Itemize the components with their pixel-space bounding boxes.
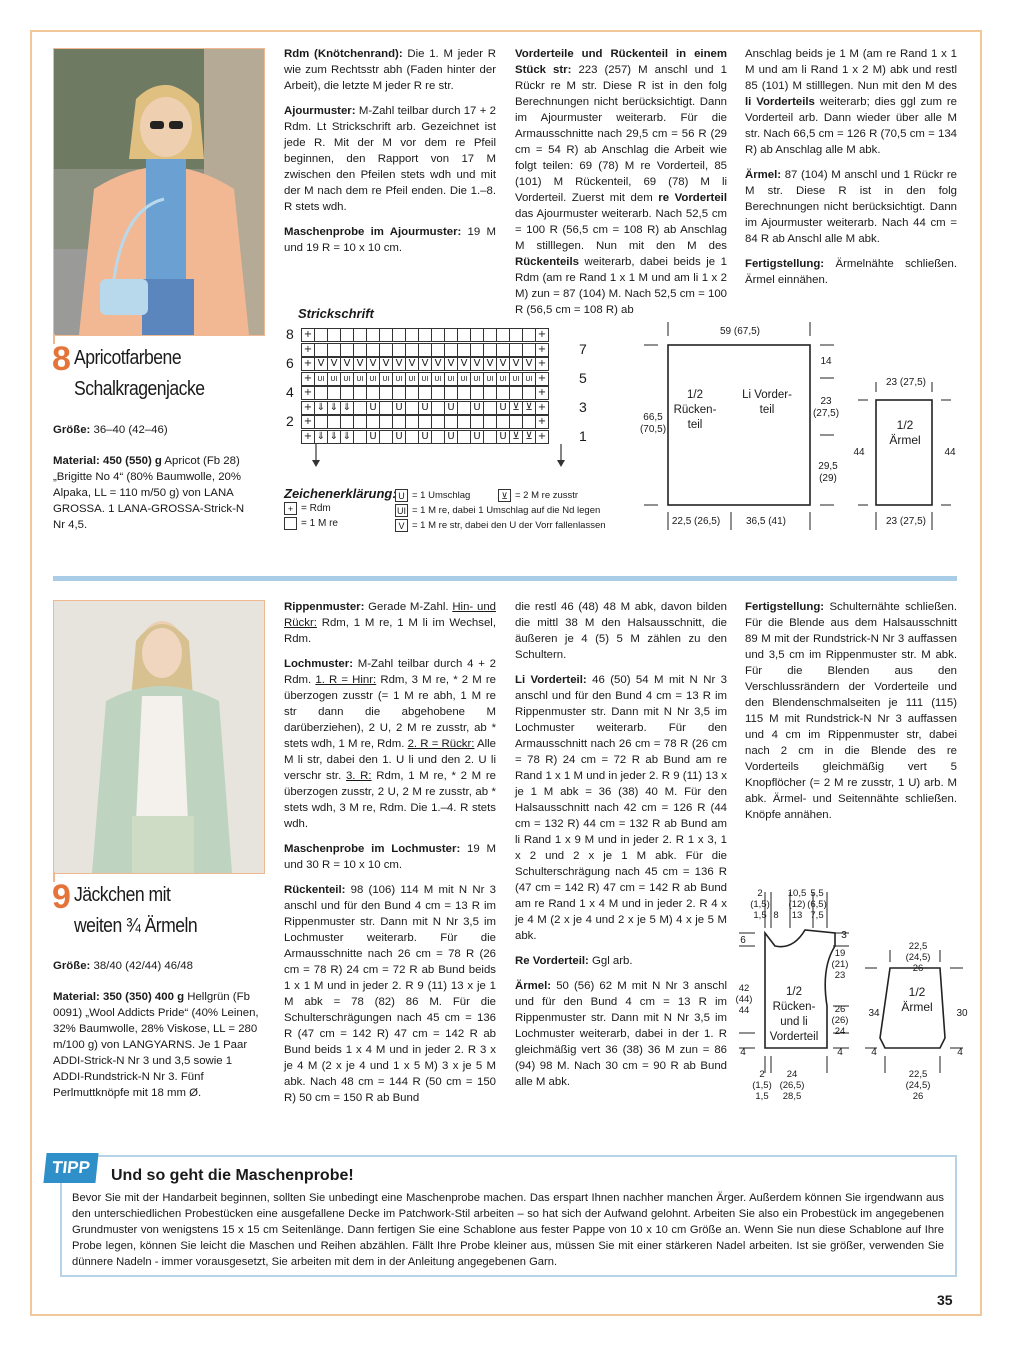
chart-cell <box>483 328 497 342</box>
schem8-h14: 14 <box>820 356 832 367</box>
chart-cell <box>366 328 380 342</box>
finishing-label: Fertigstellung: <box>745 258 825 270</box>
tip-heading: Und so geht die Maschenprobe! <box>111 1167 354 1184</box>
chart-cell: V <box>366 357 380 371</box>
body-bold-d: Rückenteils <box>515 256 579 268</box>
chart-legend-3 <box>498 488 578 503</box>
gauge-label: Maschenprobe im Ajourmuster: <box>284 226 462 238</box>
chart-cell <box>418 343 432 357</box>
back-label: Rückenteil: <box>284 884 346 896</box>
chart-cell: + <box>301 343 315 357</box>
chart-cell: V <box>392 357 406 371</box>
chart-cell <box>431 415 445 429</box>
chart-cell <box>522 386 536 400</box>
chart-cell: V <box>353 357 367 371</box>
chart-cell: + <box>535 415 549 429</box>
chart-cell: V <box>444 357 458 371</box>
material-text: Apricot (Fb 28) „Brigitte No 4“ (80% Baumwolle, 20% Alpaka, LL = 110 m/50 g) von LANA GROSSA. 1 LANA-GROSSA-Strick-N Nr 4,5. <box>53 455 245 531</box>
pattern-8-title-line2: Schalkragenjacke <box>74 378 205 400</box>
lace-text-b: Rdm, 3 M re, * 2 M re überzogen zusstr (= 1 M re abh, 1 M re str dann die abgehobene M darüberziehen), 2 U, 2 M re zusstr, ab * stets wdh, 1 M re, Rdm. <box>284 674 496 750</box>
body-bold-b: re Vorderteil <box>658 192 727 204</box>
chart-cell <box>483 343 497 357</box>
rdm-text: Die 1. M jeder R wie zum Rechtsstr abh (Faden hinter der Arbeit), die letzte M jeder R re str. <box>284 48 496 92</box>
chart-cell <box>392 415 406 429</box>
chart-cell: U <box>392 401 406 415</box>
chart-cell <box>379 343 393 357</box>
photo-woman-green-cardigan <box>54 601 264 873</box>
chart-cell: + <box>301 357 315 371</box>
knit-yo-symbol: UI <box>397 505 406 516</box>
chart-cell <box>483 415 497 429</box>
chart-cell <box>405 386 419 400</box>
schem9-sleeve-top: 22,5 (24,5) 26 <box>905 941 931 974</box>
lace-row3: 3. R: <box>345 770 372 782</box>
chart-cell <box>353 386 367 400</box>
schem8-sleeve-top: 23 (27,5) <box>885 377 927 388</box>
chart-cell <box>444 386 458 400</box>
chart-cell <box>431 386 445 400</box>
legend-knit: = 1 M re <box>301 518 338 529</box>
row-label-6: 6 <box>286 355 294 371</box>
size-value-9: 38/40 (42/44) 46/48 <box>90 960 193 972</box>
chart-cell <box>470 415 484 429</box>
chart-cell <box>483 386 497 400</box>
chart-cell <box>327 415 341 429</box>
chart-cell <box>379 401 393 415</box>
chart-cell: UI <box>496 372 510 386</box>
schem9-t3: 10,5 (12) 13 <box>787 888 807 921</box>
pattern-9-column-4 <box>745 599 957 832</box>
chart-cell: U <box>444 401 458 415</box>
chart-cell <box>392 386 406 400</box>
chart-cell: + <box>535 328 549 342</box>
chart-cell: ⊻ <box>522 430 536 444</box>
schem8-sleeve-h-left: 44 <box>853 447 865 458</box>
size-value: 36–40 (42–46) <box>90 424 168 436</box>
pattern-9-number: 9 <box>52 878 71 916</box>
schem9-sleeve-left: 34 <box>868 1008 880 1019</box>
chart-cell: UI <box>457 372 471 386</box>
chart-cell: U <box>418 430 432 444</box>
chart-cell: UI <box>522 372 536 386</box>
chart-cell: U <box>444 430 458 444</box>
chart-cell: UI <box>353 372 367 386</box>
chart-cell <box>366 415 380 429</box>
schem9-t4: 5,5 (6,5) 7,5 <box>807 888 827 921</box>
chart-cell: UI <box>366 372 380 386</box>
chart-cell: U <box>392 430 406 444</box>
tip-text: Bevor Sie mit der Handarbeit beginnen, sollten Sie unbedingt eine Maschenprobe machen. Das erspart Ihnen nachher manchen Ärger. Außerdem können Sie irgendwann aus den unterschiedlichen Probestücken eine ausgefallene Decke im Patchwork-Stil arbeiten – so hat sich der Aufwand gelohnt. Arbeiten Sie also ein Probestück im angegebenen Grundmuster von wenigstens 15 x 15 cm Seitenlänge. Dann fertigen Sie eine Schablone aus fester Pappe von 10 x 10 cm Größe an. Wenn Sie nun diese Schablone auf Ihre Probe legen, können Sie leicht die Maschen und Reihen abzählen. Fällt Ihre Probe kleiner aus, müssen Sie mit einer stärkeren Nadel arbeiten. Ist sie größer, verwenden Sie dünnere Nadeln - immer vorausgesetzt, Sie arbeiten mit dem in der Anleitung angegebenen Garn. <box>72 1192 944 1268</box>
schem9-six: 6 <box>740 935 746 946</box>
gauge-text-9: 19 M und 30 R = 10 x 10 cm. <box>284 843 496 871</box>
k2tog-symbol: ⊻ <box>498 489 511 502</box>
chart-cell: U <box>496 401 510 415</box>
chart-row <box>301 343 548 357</box>
rib-text-b: Rdm, 1 M re, 1 M li im Wechsel, Rdm. <box>284 617 496 645</box>
chart-row <box>301 328 548 342</box>
section-divider <box>53 576 957 581</box>
chart-cell <box>457 343 471 357</box>
chart-cell: + <box>301 328 315 342</box>
pattern-9-title-line1: Jäckchen mit <box>74 884 171 906</box>
row-label-2: 2 <box>286 413 294 429</box>
chart-cell: + <box>535 401 549 415</box>
schem9-t1: 2 (1,5) 1,5 <box>750 888 770 921</box>
schem9-sleeve-four-r: 4 <box>957 1047 963 1058</box>
chart-cell: V <box>470 357 484 371</box>
left-front-label: Li Vorderteil: <box>515 674 587 686</box>
pattern-9-column-3 <box>515 599 727 1099</box>
gauge-text: 19 M und 19 R = 10 x 10 cm. <box>284 226 496 254</box>
photo-pattern-9 <box>53 600 265 874</box>
chart-cell <box>496 415 510 429</box>
material-label-9: Material: 350 (350) 400 g <box>53 991 185 1003</box>
chart-cell: ⇓ <box>340 401 354 415</box>
chart-cell <box>327 386 341 400</box>
chart-cell: + <box>301 372 315 386</box>
legend-title: Zeichenerklärung: <box>284 486 397 501</box>
chart-cell: UI <box>379 372 393 386</box>
chart-cell: + <box>535 386 549 400</box>
chart-cell: UI <box>483 372 497 386</box>
chart-cell <box>327 328 341 342</box>
chart-cell: + <box>535 430 549 444</box>
chart-cell <box>327 343 341 357</box>
chart-cell <box>379 386 393 400</box>
chart-cell: V <box>496 357 510 371</box>
yarnover-symbol: U <box>395 489 408 502</box>
left-front-text: 46 (50) 54 M mit N Nr 3 anschl und für den Bund 4 cm = 13 R im Rippenmuster str. Dann mit N Nr 3,5 im Lochmuster weiterarb. Für den Armausschnitt nach 26 cm = 78 R (26 cm = 78 R) 24 cm = 72 R ab Bund am re Rand 1 x 1 M und in jeder 2. R 9 (11) 13 x je 1 M abk = 36 (38) 40 M. Für den Halsausschnitt nach 42 cm = 126 R (44 cm = 132 R) 44 cm = 132 R ab Bund am li Rand 1 x 9 M und in jeder 2. R 1 x 3, 1 x 2 und 2 x je 1 M abk. Für die Schulterschrägung nach 45 cm = 136 R (47 cm = 142 R) 47 cm = 142 R ab Bund am re Rand 1 x 4 M und in jeder 2. R 4 x je 4 M (2 x je 4 und 2 x je 5 M) 4 x je 5 M abk. <box>515 674 728 942</box>
chart-cell <box>457 401 471 415</box>
col4-text-a: Anschlag beids je 1 M (am re Rand 1 x 1 M und am li Rand 1 x 2 M) abk und restl 85 (101) M stilllegen. Nun mit den M des <box>745 48 957 92</box>
chart-cell: + <box>301 415 315 429</box>
pattern-8-column-2 <box>284 46 496 265</box>
size-label-9: Größe: <box>53 960 91 972</box>
chart-cell: ⇓ <box>314 401 328 415</box>
sleeve-text: 87 (104) M anschl und 1 Rückr re M str. Diese R ist in den folg Berechnungen nicht berücksichtigt. Dann im Ajourmuster weiterarb. Nach 44 cm = 84 R ab Anschl alle M abk. <box>745 169 957 245</box>
chart-cell <box>405 343 419 357</box>
chart-row <box>301 372 548 386</box>
chart-cell: V <box>418 357 432 371</box>
chart-cell <box>379 328 393 342</box>
chart-cell: UI <box>405 372 419 386</box>
chart-row <box>301 357 548 371</box>
sleeve-text-9: 50 (56) 62 M mit N Nr 3 anschl und für den Bund 4 cm = 13 R im Rippenmuster str. Dann mit N Nr 3,5 im Lochmuster weiterarb, dabei in der 1. R gleichmäßig vert 36 (38) 36 M zun = 86 (94) 98 M. Nach 30 cm = 90 R ab Bund alle M abk. <box>515 980 727 1088</box>
legend-knit-yo: = 1 M re, dabei 1 Umschlag auf die Nd legen <box>412 505 601 516</box>
schem9-sleeve-label: 1/2 Ärmel <box>901 985 933 1014</box>
chart-cell <box>353 401 367 415</box>
row-label-8: 8 <box>286 326 294 342</box>
chart-cell <box>444 415 458 429</box>
pattern-9-column-2 <box>284 599 496 1115</box>
right-front-text: Ggl arb. <box>588 955 633 967</box>
schem9-sleeve-right: 30 <box>956 1008 968 1019</box>
rib-label: Rippenmuster: <box>284 601 365 613</box>
chart-cell <box>392 343 406 357</box>
finishing-text-9: Schulternähte schließen. Für die Blende aus dem Halsausschnitt 89 M mit der Rundstrick-N Nr 3 auffassen und 3,5 cm im Rippenmuster str. M abk. Für die Blenden aus den Verschlussrändern der Vorderteile und den Blendenschmalseiten je 111 (115) 115 M mit Rundstrick-N Nr 3 auffassen und 4 cm im Rippenmuster str, dabei nach 2 cm in die Blende des re Vorderteils gleichmäßig vert 5 Knopflöcher (= 2 M re zusstr, 1 U) arb. M abk. Ärmel- und Seitennähte schließen. Knöpfe annähen. <box>745 601 957 821</box>
chart-cell: UI <box>431 372 445 386</box>
row-label-3: 3 <box>579 399 587 415</box>
chart-cell: UI <box>444 372 458 386</box>
pattern-9-title-line2: weiten ¾ Ärmeln <box>74 915 198 937</box>
finishing-text: Ärmelnähte schließen. Ärmel einnähen. <box>745 258 957 286</box>
chart-cell: V <box>457 357 471 371</box>
chart-cell <box>496 386 510 400</box>
row-label-7: 7 <box>579 341 587 357</box>
chart-cell <box>470 328 484 342</box>
chart-cell: UI <box>509 372 523 386</box>
chart-cell <box>353 415 367 429</box>
col4-text-c: weiterarb; dies ggl zum re Vorderteil arb. Dann wieder über alle M str. Nach 66,5 cm = 126 R (70,5 cm = 134 R) ab Anschlag alle M abk. <box>745 96 957 156</box>
chart-cell: ⇓ <box>327 430 341 444</box>
chart-cell: U <box>470 430 484 444</box>
chart-cell <box>353 328 367 342</box>
lace-label: Lochmuster: <box>284 658 353 670</box>
schem9-b2: 24 (26,5) 28,5 <box>779 1069 805 1102</box>
chart-cell <box>379 415 393 429</box>
legend-yarnover: = 1 Umschlag <box>412 490 471 501</box>
lace-row2: 2. R = Rückr: <box>407 738 475 750</box>
chart-cell: V <box>431 357 445 371</box>
lace-text-a: M-Zahl teilbar durch 4 + 2 Rdm. <box>284 658 496 686</box>
pattern-8-column-4 <box>745 46 957 297</box>
lace-text-c: Alle M li str, dabei den 1. U li und den 2. U li verschr str. <box>284 738 497 782</box>
chart-cell: U <box>418 401 432 415</box>
chart-cell: V <box>405 357 419 371</box>
schem9-b1: 2 (1,5) 1,5 <box>752 1069 772 1102</box>
rdm-label: Rdm (Knötchenrand): <box>284 48 403 60</box>
chart-cell <box>509 328 523 342</box>
schem9-body: 1/2 Rücken- und li Vorderteil <box>769 986 819 1043</box>
chart-row <box>301 386 548 400</box>
schem9-t2: 8 <box>773 910 779 921</box>
chart-cell <box>431 401 445 415</box>
chart-cell <box>405 328 419 342</box>
chart-cell <box>340 415 354 429</box>
chart-cell <box>366 386 380 400</box>
schem8-bottom-right: 36,5 (41) <box>745 516 787 527</box>
lace-text-d: Rdm, 1 M re, * 2 M re überzogen zusstr, 2 U, 2 M re zusstr, ab * stets wdh, 3 M re, Rdm. Die 1.–4. R stets wdh. <box>284 770 496 830</box>
schem8-sleeve-label: 1/2 Ärmel <box>889 418 921 447</box>
chart-cell <box>405 401 419 415</box>
body-text-e: weiterarb, dabei beids je 1 Rdm (am re Rand 1 x 1 M und am li 1 x 2 M) zun = 87 (104) M. Nach 52,5 cm = 100 R (56,5 cm = 108 R) ab <box>515 256 727 316</box>
chart-cell: ⊻ <box>509 401 523 415</box>
pattern-8-column-3 <box>515 46 727 327</box>
chart-cell: UI <box>327 372 341 386</box>
photo-pattern-8 <box>53 48 265 336</box>
chart-cell <box>457 328 471 342</box>
knit-symbol <box>284 517 297 530</box>
c3-text-1: die restl 46 (48) 48 M abk, davon bilden die mittl 38 M den Halsausschnitt, die äußeren je 4 (5) 5 M zählen zu den Schultern. <box>515 601 727 661</box>
schem9-left-h: 42 (44) 44 <box>735 983 753 1016</box>
legend-k2tog: = 2 M re zusstr <box>515 490 579 501</box>
sleeve-label: Ärmel: <box>745 169 782 181</box>
schem8-sleeve-bottom: 23 (27,5) <box>885 516 927 527</box>
chart-cell <box>418 386 432 400</box>
chart-cell: U <box>366 401 380 415</box>
chart-cell: V <box>327 357 341 371</box>
photo-woman-apricot-jacket <box>54 49 264 335</box>
chart-cell <box>314 386 328 400</box>
chart-cell: V <box>314 357 328 371</box>
schem9-sleeve-bottom: 22,5 (24,5) 26 <box>905 1069 931 1102</box>
chart-cell <box>444 343 458 357</box>
finishing-label-9: Fertigstellung: <box>745 601 825 613</box>
page-number: 35 <box>937 1292 953 1308</box>
schem9-four-l: 4 <box>740 1047 746 1058</box>
chart-cell <box>314 328 328 342</box>
chart-cell <box>509 386 523 400</box>
chart-cell <box>496 343 510 357</box>
chart-cell: V <box>509 357 523 371</box>
chart-cell: UI <box>470 372 484 386</box>
sleeve-label-9: Ärmel: <box>515 980 552 992</box>
material-label: Material: 450 (550) g <box>53 455 162 467</box>
chart-title: Strickschrift <box>298 306 374 321</box>
chart-cell: + <box>301 386 315 400</box>
schem8-back: 1/2 Rücken- teil <box>673 389 717 431</box>
tip-tag: TIPP <box>43 1153 98 1183</box>
chart-cell: V <box>483 357 497 371</box>
chart-cell <box>522 328 536 342</box>
row-label-1: 1 <box>579 428 587 444</box>
body-text-c: das Ajourmuster weiterarb. Nach 52,5 cm = 100 R (56,5 cm = 108 R) ab Anschlag M stilllegen. Nun mit den M des <box>515 208 727 252</box>
chart-cell: + <box>535 372 549 386</box>
chart-cell: U <box>366 430 380 444</box>
schem9-three: 3 <box>841 930 847 941</box>
rib-text-a: Gerade M-Zahl. <box>364 601 453 613</box>
schem8-side: 29,5 (29) <box>818 461 838 484</box>
col4-bold-b: li Vorderteils <box>745 96 815 108</box>
chart-cell: V <box>522 357 536 371</box>
chart-cell: + <box>301 430 315 444</box>
schem8-top-width: 59 (67,5) <box>719 326 761 337</box>
pattern-8-title-line1: Apricotfarbene <box>74 347 182 369</box>
chart-cell: ⊻ <box>509 430 523 444</box>
chart-cell <box>522 343 536 357</box>
schem8-front: Li Vorder- teil <box>742 389 792 416</box>
chart-cell <box>340 386 354 400</box>
chart-cell <box>418 415 432 429</box>
lace-row1: 1. R = Hinr: <box>315 674 377 686</box>
chart-cell: + <box>301 401 315 415</box>
body-label: Vorderteile und Rückenteil in einem Stück str: <box>515 48 727 76</box>
pattern-9-info <box>53 958 261 1116</box>
chart-cell <box>353 343 367 357</box>
drop-yo-symbol: V <box>395 519 408 532</box>
chart-cell <box>340 328 354 342</box>
size-label: Größe: <box>53 424 91 436</box>
material-text-9: Hellgrün (Fb 0091) „Wool Addicts Pride“ (40% Leinen, 32% Baumwolle, 28% Viskose, LL = 280 m/100 g) von LANGYARNS. Je 1 Paar ADDI-Strick-N Nr 3 und 3,5 sowie 1 ADDI-Rundstrick-N Nr 3. Fünf Perlmuttknöpfe mit 18 mm Ø. <box>53 991 259 1099</box>
schem8-bottom-left: 22,5 (26,5) <box>671 516 721 527</box>
pattern-8-info <box>53 422 258 548</box>
chart-cell <box>444 328 458 342</box>
chart-cell: V <box>340 357 354 371</box>
legend-drop-yo: = 1 M re str, dabei den U der Vorr fallenlassen <box>412 520 606 531</box>
chart-cell <box>470 386 484 400</box>
repeat-arrows <box>300 442 580 468</box>
chart-cell <box>405 415 419 429</box>
chart-row <box>301 415 548 429</box>
schem8-height: 66,5 (70,5) <box>639 412 667 435</box>
chart-cell: UI <box>314 372 328 386</box>
pattern-8-number: 8 <box>52 340 71 378</box>
chart-cell <box>457 386 471 400</box>
chart-cell: V <box>379 357 393 371</box>
schem8-armhole: 23 (27,5) <box>812 396 840 419</box>
chart-cell <box>509 415 523 429</box>
rdm-symbol: + <box>284 502 297 515</box>
legend-rdm: = Rdm <box>301 503 331 514</box>
chart-cell <box>483 401 497 415</box>
chart-cell <box>431 343 445 357</box>
ajour-label: Ajourmuster: <box>284 105 356 117</box>
rib-text-u: Hin- und Rückr: <box>284 601 496 629</box>
back-text: 98 (106) 114 M mit N Nr 3 anschl und für den Bund 4 cm = 13 R im Rippenmuster str. Dann mit N Nr 3,5 im Lochmuster weiterarb. Für die Armausschnitte nach 26 cm = 78 R (26 cm = 78 R) 24 cm = 72 R ab Bund beids 1 x 1 M und in jeder 2. R 9 (11) 13 x je 1 M abk = 78 (82) 86 M. Für die Schulterschrägungen nach 45 cm = 136 R (47 cm = 142 R) 47 cm = 142 R ab Bund beids 1 x 4 M und in jeder 2. R 3 x je 4 M (2 x je 4 und 1 x 5 M) 3 x je 5 M abk. Nach 48 cm = 144 R (50 cm = 150 R) 50 cm = 150 R ab Bund <box>284 884 496 1104</box>
schem8-sleeve-h-right: 44 <box>944 447 956 458</box>
chart-row <box>301 401 548 415</box>
chart-cell: ⇓ <box>340 430 354 444</box>
body-text-a: 223 (257) M anschl und 1 Rückr re M str. Diese R ist in den folg Berechnungen nicht berücksichtigt. Dann im Ajourmuster weiterarb. Für die Armausschnitte nach 29,5 cm = 56 R (29 cm = 54 R) ab Anschlag die Arbeit wie folgt teilen: 69 (78) M re Vorderteil, 85 (101) M Rückenteil, 69 (78) M li Vorderteil. Zuerst mit dem <box>515 64 727 204</box>
chart-cell: UI <box>340 372 354 386</box>
chart-cell: UI <box>392 372 406 386</box>
chart-cell: U <box>470 401 484 415</box>
schem9-four-r: 4 <box>837 1047 843 1058</box>
schem9-sleeve-four-l: 4 <box>871 1047 877 1058</box>
chart-cell <box>496 328 510 342</box>
ajour-text: M-Zahl teilbar durch 17 + 2 Rdm. Lt Strickschrift arb. Gezeichnet ist jede R. Mit der M vor dem re Pfeil beginnen, den Rapport von 17 M zwischen den Pfeilen stets wdh und mit der M nach dem re Pfeil enden. Die 1.–8. R stets wdh. <box>284 105 496 213</box>
chart-cell: UI <box>418 372 432 386</box>
chart-cell <box>457 415 471 429</box>
chart-cell <box>340 343 354 357</box>
chart-cell <box>522 415 536 429</box>
row-label-5: 5 <box>579 370 587 386</box>
chart-cell <box>392 328 406 342</box>
schem9-arm: 19 (21) 23 <box>831 948 849 981</box>
chart-cell <box>314 343 328 357</box>
chart-cell <box>418 328 432 342</box>
chart-cell: U <box>496 430 510 444</box>
chart-cell: + <box>535 357 549 371</box>
chart-cell <box>509 343 523 357</box>
row-label-4: 4 <box>286 384 294 400</box>
schem9-side: 26 (26) 24 <box>831 1004 849 1037</box>
gauge-label-9: Maschenprobe im Lochmuster: <box>284 843 461 855</box>
chart-cell: ⇓ <box>314 430 328 444</box>
chart-cell: + <box>535 343 549 357</box>
chart-cell <box>366 343 380 357</box>
chart-cell <box>470 343 484 357</box>
chart-cell <box>431 328 445 342</box>
chart-cell: ⊻ <box>522 401 536 415</box>
chart-cell: ⇓ <box>327 401 341 415</box>
right-front-label: Re Vorderteil: <box>515 955 589 967</box>
chart-cell <box>314 415 328 429</box>
